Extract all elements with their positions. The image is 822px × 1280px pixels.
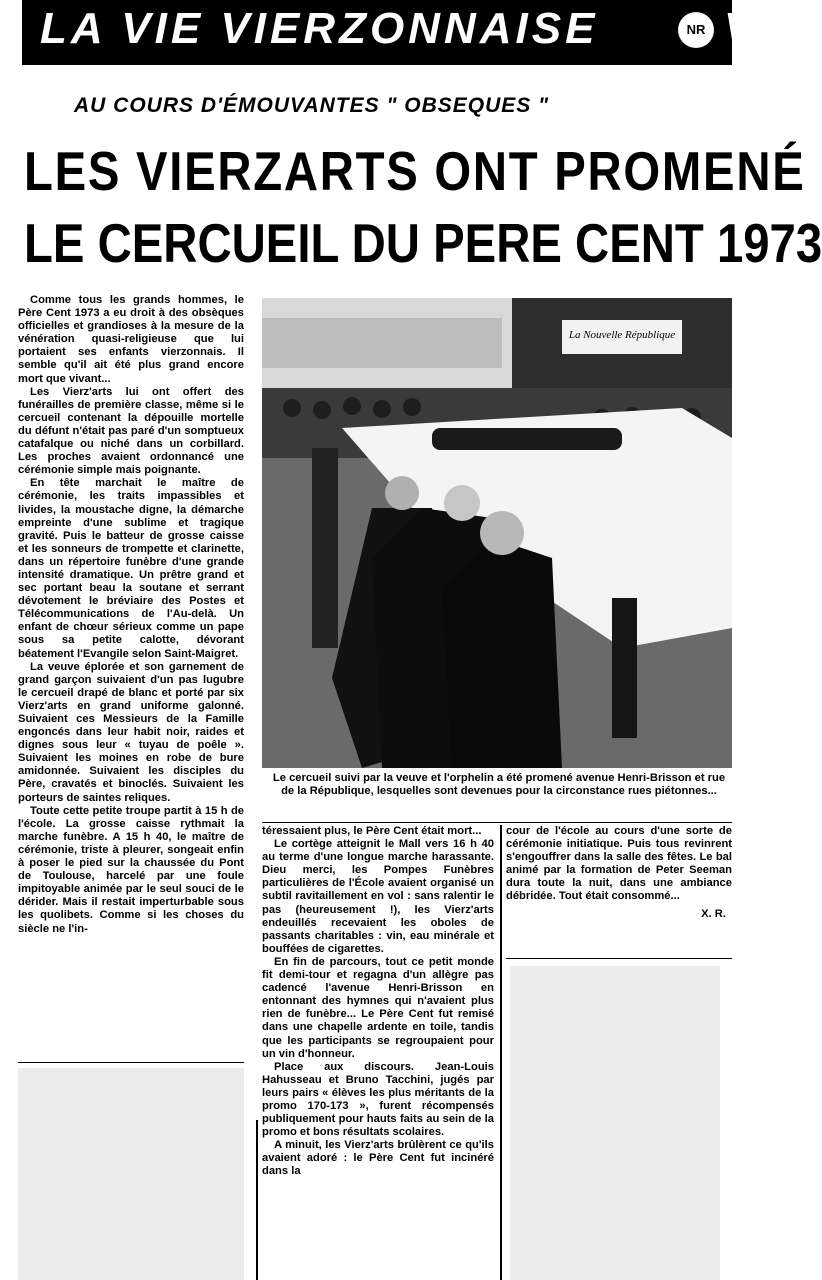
photo-illustration: [262, 298, 732, 768]
paragraph: Le cortège atteignit le Mall vers 16 h 40 au terme d'une longue marche harassante. Dieu merci, les Pompes Funèbres particulières de l'École avaient organisé un subtil ravitaillement en vol : sans ralentir le pas (heureusement !), les Vierz'arts endeuillés recevaient les oboles de passants charitables : vin, eau minérale et bouffées de cigarettes.: [262, 838, 494, 955]
kicker: AU COURS D'ÉMOUVANTES " OBSEQUES ": [74, 94, 550, 117]
paragraph: Les Vierz'arts lui ont offert des funérailles de première classe, même si le cercueil contenant la dépouille mortelle du défunt n'était pas paré d'un somptueux catafalque ou niché dans un corbillard. Les proches avaient ordonnancé une cérémonie simple mais poignante.: [18, 385, 244, 477]
masthead-title: LA VIE VIERZONNAISE: [40, 4, 599, 53]
funeral-procession-photo: [262, 298, 732, 768]
paragraph: Toute cette petite troupe partit à 15 h de l'école. La grosse caisse rythmait la marche funèbre. A 15 h 40, le maître de cérémonie, triste à pleurer, songeait enfin à poser le pied sur la chaussée du Pont de Toulouse, harcelé par une foule impitoyable animée par le seul souci de le dérider. Mais il restait imperturbable sous les quolibets. Comme si les choses du siècle ne l'in-: [18, 804, 244, 935]
paragraph: Comme tous les grands hommes, le Père Cent 1973 a eu droit à des obsèques officielles et grandioses à la mesure de la vénération quasi-religieuse que lui portaient ses enfants vierzonnais. Il semble qu'il ait été plus grand encore mort que vivant...: [18, 294, 244, 385]
paragraph: cour de l'école au cours d'une sorte de cérémonie initiatique. Puis tous revinrent s'engouffrer dans la salle des fêtes. Le bal animé par la formation de Peter Seeman dura toute la nuit, dans une ambiance débridée. Tout était consommé...: [506, 825, 732, 903]
divider: [262, 822, 732, 823]
column-rule: [500, 825, 502, 1280]
article-column-3: [506, 825, 732, 921]
paragraph: A minuit, les Vierz'arts brûlèrent ce qu'ils avaient adoré : le Père Cent fut incinéré dans la: [262, 1139, 494, 1178]
paragraph: En tête marchait le maître de cérémonie, les traits impassibles et livides, la moustache digne, la démarche empreinte d'une sublime et tragique gravité. Puis le batteur de grosse caisse et les sonneurs de trompette et clarinette, dans un répertoire funèbre d'une grande intensité dramatique. Un prêtre grand et sec portant beau la soutane et serrant dévotement le bréviaire des Postes et Télécommunications de l'Au-delà. Un enfant de chœur sérieux comme un pape sous sa petite calotte, dévorant béatement l'Evangile selon Saint-Maigret.: [18, 477, 244, 660]
adjacent-clipping: [18, 1068, 244, 1280]
nr-logo: NR: [678, 12, 714, 48]
masthead-tail: V: [724, 4, 754, 53]
headline-line-2: LE CERCUEIL DU PERE CENT 1973: [24, 212, 822, 274]
paragraph: téressaient plus, le Père Cent était mort...: [262, 825, 482, 837]
adjacent-clipping: [510, 966, 720, 1280]
masthead: [22, 0, 754, 65]
shop-sign: La Nouvelle République: [568, 329, 676, 341]
author-signature: X. R.: [701, 907, 726, 920]
paragraph: La veuve éplorée et son garnement de grand garçon suivaient d'un pas lugubre le cercueil drapé de blanc et porté par six Vierz'arts en grand uniforme galonné. Suivaient ces Messieurs de la Famille engoncés dans leur habit noir, raides et dignes sous leur « tuyau de poêle ». Suivaient les moines en robe de bure amidonnée. Suivaient les disciples du Père, cravatés et binoclés. Suivaient les porteurs de saintes reliques.: [18, 660, 244, 804]
photo-caption: Le cercueil suivi par la veuve et l'orphelin a été promené avenue Henri-Brisson et rue de la République, lesquelles sont devenues pour la circonstance rues piétonnes...: [272, 772, 726, 797]
article-column-2: [262, 825, 494, 1179]
paragraph: En fin de parcours, tout ce petit monde fit demi-tour et regagna d'un allègre pas cadencé l'avenue Henri-Brisson en entonnant des hymnes qui n'avaient plus rien de funèbre... Le Père Cent fut remisé dans une chapelle ardente en toile, tandis que les participants se regroupaient pour un vin d'honneur.: [262, 955, 494, 1060]
headline-line-1: LES VIERZARTS ONT PROMENÉ: [24, 140, 806, 202]
article-column-1: [18, 294, 244, 936]
paragraph: Place aux discours. Jean-Louis Hahusseau et Bruno Tacchini, jugés par leurs pairs « élèves les plus méritants de la promo 170-173 », furent récompensés publiquement pour hauts faits au sein de la promo et bons résultats scolaires.: [262, 1060, 494, 1139]
column-rule: [256, 1120, 258, 1280]
divider: [18, 1062, 244, 1063]
divider: [506, 958, 732, 959]
